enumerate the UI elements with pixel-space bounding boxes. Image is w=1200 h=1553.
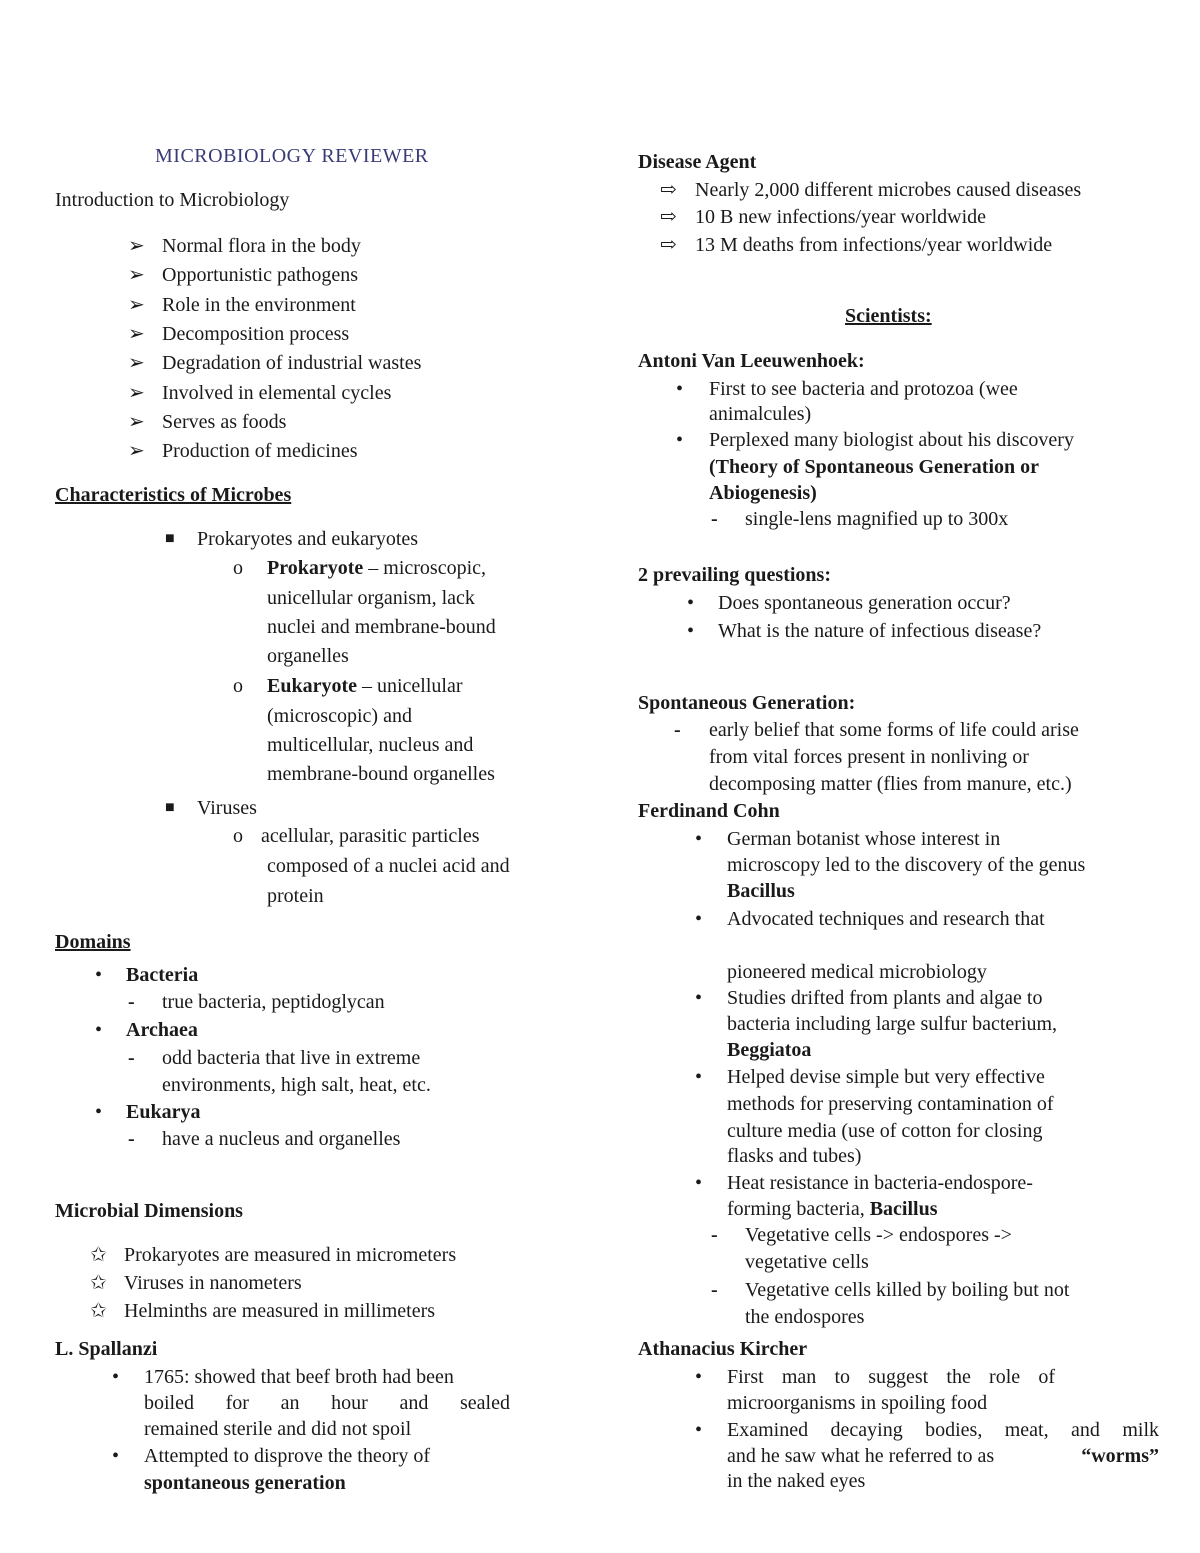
dimensions-heading: Microbial Dimensions: [55, 1200, 243, 1222]
cohn-line: methods for preserving contamination of: [727, 1093, 1054, 1115]
circle-bullet-icon: o: [233, 675, 243, 697]
bullet-icon: •: [676, 378, 684, 400]
star-icon: ✩: [90, 1272, 107, 1294]
cohn-bold: Bacillus: [869, 1198, 938, 1220]
cohn-line: German botanist whose interest in: [727, 828, 1001, 850]
list-item: 10 B new infections/year worldwide: [695, 206, 987, 228]
domain-name: Archaea: [126, 1019, 198, 1041]
virus-line: composed of a nuclei acid and: [267, 855, 510, 877]
cohn-line: Studies drifted from plants and algae to: [727, 987, 1043, 1009]
leeuwenhoek-line: First to see bacteria and protozoa (wee: [709, 378, 1018, 400]
leeuwenhoek-heading: Antoni Van Leeuwenhoek:: [638, 350, 865, 372]
arrow-bullet-icon: ➢: [128, 411, 145, 433]
domain-desc: have a nucleus and organelles: [162, 1128, 401, 1150]
spallanzi-line: boiled for an hour and sealed: [144, 1392, 510, 1414]
list-item: Nearly 2,000 different microbes caused diseases: [695, 179, 1082, 201]
bullet-icon: •: [695, 1366, 703, 1388]
prokaryote-line: Prokaryote – microscopic,: [267, 557, 487, 579]
bullet-icon: •: [676, 429, 684, 451]
prokaryote-line: unicellular organism, lack: [267, 587, 475, 609]
bullet-icon: •: [695, 987, 703, 1009]
square-bullet-icon: ■: [165, 530, 175, 547]
bullet-icon: •: [695, 908, 703, 930]
dash-icon: -: [711, 508, 718, 530]
list-item: Prokaryotes and eukaryotes: [197, 528, 419, 550]
arrow-bullet-icon: ➢: [128, 352, 145, 374]
bullet-icon: •: [695, 1172, 703, 1194]
list-item: Role in the environment: [162, 294, 356, 316]
eukaryote-line: Eukaryote – unicellular: [267, 675, 463, 697]
cohn-heading: Ferdinand Cohn: [638, 800, 780, 822]
spontaneous-line: decomposing matter (flies from manure, etc.): [709, 773, 1072, 795]
dash-icon: -: [711, 1224, 718, 1246]
arrow-bullet-icon: ➢: [128, 235, 145, 257]
spallanzi-heading: L. Spallanzi: [55, 1338, 158, 1360]
cohn-line: pioneered medical microbiology: [727, 961, 987, 983]
disease-heading: Disease Agent: [638, 151, 757, 173]
arrow-bullet-icon: ➢: [128, 440, 145, 462]
eukaryote-line: (microscopic) and: [267, 705, 412, 727]
kircher-bold: “worms”: [1081, 1445, 1159, 1467]
bullet-icon: •: [695, 1419, 703, 1441]
list-item: Production of medicines: [162, 440, 358, 462]
list-item: Prokaryotes are measured in micrometers: [124, 1244, 457, 1266]
bullet-icon: •: [695, 1066, 703, 1088]
bullet-icon: •: [95, 964, 103, 986]
list-item: Serves as foods: [162, 411, 287, 433]
circle-bullet-icon: o: [233, 825, 243, 847]
domain-desc: environments, high salt, heat, etc.: [162, 1074, 431, 1096]
virus-line: protein: [267, 885, 324, 907]
leeuwenhoek-line: Perplexed many biologist about his discovery: [709, 429, 1074, 451]
domain-desc: odd bacteria that live in extreme: [162, 1047, 421, 1069]
dash-icon: -: [128, 1128, 135, 1150]
arrow-bullet-icon: ➢: [128, 382, 145, 404]
bullet-icon: •: [95, 1019, 103, 1041]
eukaryote-term: Eukaryote: [267, 675, 357, 697]
scientists-heading: Scientists:: [845, 305, 932, 327]
kircher-line: Examined decaying bodies, meat, and milk: [727, 1419, 1159, 1441]
list-item: Helminths are measured in millimeters: [124, 1300, 436, 1322]
list-item: Does spontaneous generation occur?: [718, 592, 1011, 614]
square-bullet-icon: ■: [165, 799, 175, 816]
dash-icon: -: [674, 719, 681, 741]
eukaryote-line: membrane-bound organelles: [267, 763, 495, 785]
list-item: Viruses: [197, 797, 257, 819]
list-item: Decomposition process: [162, 323, 350, 345]
spontaneous-heading: Spontaneous Generation:: [638, 692, 856, 714]
domains-heading: Domains: [55, 931, 131, 953]
bullet-icon: •: [112, 1366, 120, 1388]
kircher-line: First man to suggest the role of: [727, 1366, 1055, 1388]
spallanzi-line: remained sterile and did not spoil: [144, 1418, 412, 1440]
prokaryote-line: organelles: [267, 645, 349, 667]
arrow-right-icon: ⇨: [660, 234, 677, 256]
cohn-sub: vegetative cells: [745, 1251, 869, 1273]
leeuwenhoek-bold: Abiogenesis): [709, 482, 817, 504]
cohn-line: Helped devise simple but very effective: [727, 1066, 1045, 1088]
cohn-bold: Bacillus: [727, 880, 795, 902]
list-item: Normal flora in the body: [162, 235, 361, 257]
bullet-icon: •: [112, 1445, 120, 1467]
spontaneous-line: early belief that some forms of life could arise: [709, 719, 1079, 741]
arrow-bullet-icon: ➢: [128, 264, 145, 286]
cohn-line: Advocated techniques and research that: [727, 908, 1045, 930]
star-icon: ✩: [90, 1244, 107, 1266]
questions-heading: 2 prevailing questions:: [638, 564, 831, 586]
list-item: Viruses in nanometers: [124, 1272, 302, 1294]
cohn-line: forming bacteria, Bacillus: [727, 1198, 938, 1220]
cohn-line: culture media (use of cotton for closing: [727, 1120, 1043, 1142]
list-item: Involved in elemental cycles: [162, 382, 392, 404]
arrow-bullet-icon: ➢: [128, 294, 145, 316]
domain-name: Eukarya: [126, 1101, 201, 1123]
arrow-bullet-icon: ➢: [128, 323, 145, 345]
arrow-right-icon: ⇨: [660, 179, 677, 201]
list-item: What is the nature of infectious disease?: [718, 620, 1042, 642]
leeuwenhoek-line: animalcules): [709, 403, 812, 425]
cohn-line: microscopy led to the discovery of the genus: [727, 854, 1086, 876]
spallanzi-bold: spontaneous generation: [144, 1472, 346, 1494]
spallanzi-line: Attempted to disprove the theory of: [144, 1445, 431, 1467]
intro-heading: Introduction to Microbiology: [55, 189, 290, 211]
cohn-sub: the endospores: [745, 1306, 865, 1328]
arrow-right-icon: ⇨: [660, 206, 677, 228]
list-item: Opportunistic pathogens: [162, 264, 359, 286]
kircher-line: and he saw what he referred to as “worms”: [727, 1445, 1159, 1467]
cohn-line: flasks and tubes): [727, 1145, 862, 1167]
spontaneous-line: from vital forces present in nonliving or: [709, 746, 1029, 768]
virus-line: acellular, parasitic particles: [261, 825, 480, 847]
list-item: Degradation of industrial wastes: [162, 352, 422, 374]
cohn-line: bacteria including large sulfur bacterium,: [727, 1013, 1058, 1035]
dash-icon: -: [711, 1279, 718, 1301]
domain-desc: true bacteria, peptidoglycan: [162, 991, 385, 1013]
kircher-line: microorganisms in spoiling food: [727, 1392, 988, 1414]
circle-bullet-icon: o: [233, 557, 243, 579]
bullet-icon: •: [95, 1101, 103, 1123]
kircher-line: in the naked eyes: [727, 1470, 866, 1492]
prokaryote-term: Prokaryote: [267, 557, 364, 579]
leeuwenhoek-bold: (Theory of Spontaneous Generation or: [709, 456, 1039, 478]
dash-icon: -: [128, 991, 135, 1013]
cohn-sub: Vegetative cells killed by boiling but not: [745, 1279, 1070, 1301]
cohn-sub: Vegetative cells -> endospores ->: [745, 1224, 1012, 1246]
domain-name: Bacteria: [126, 964, 199, 986]
star-icon: ✩: [90, 1300, 107, 1322]
bullet-icon: •: [687, 620, 695, 642]
bullet-icon: •: [695, 828, 703, 850]
kircher-heading: Athanacius Kircher: [638, 1338, 808, 1360]
leeuwenhoek-sub: single-lens magnified up to 300x: [745, 508, 1009, 530]
list-item: 13 M deaths from infections/year worldwide: [695, 234, 1053, 256]
prokaryote-line: nuclei and membrane-bound: [267, 616, 496, 638]
dash-icon: -: [128, 1047, 135, 1069]
cohn-bold: Beggiatoa: [727, 1039, 812, 1061]
cohn-line: Heat resistance in bacteria-endospore-: [727, 1172, 1033, 1194]
eukaryote-line: multicellular, nucleus and: [267, 734, 474, 756]
characteristics-heading: Characteristics of Microbes: [55, 484, 292, 506]
document-title: MICROBIOLOGY REVIEWER: [155, 145, 429, 167]
spallanzi-line: 1765: showed that beef broth had been: [144, 1366, 454, 1388]
bullet-icon: •: [687, 592, 695, 614]
